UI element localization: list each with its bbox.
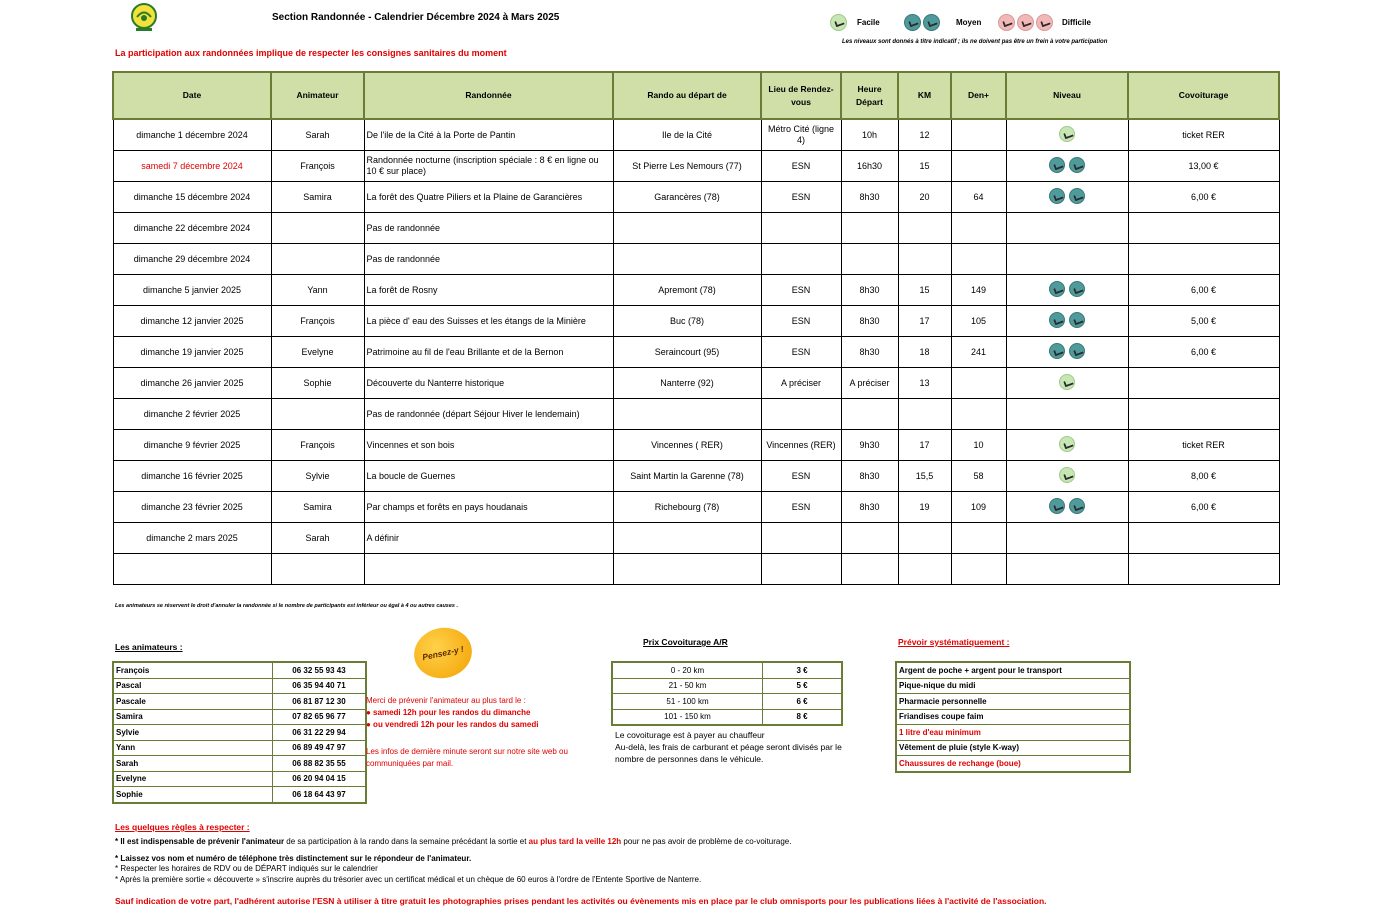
cell-rando: Vincennes et son bois [364,430,613,461]
prevoir-row [896,662,1130,678]
header-heure: Heure Départ [841,72,898,119]
cell-lieu: ESN [761,275,841,306]
header-randonnee: Randonnée [364,72,613,119]
table-row [113,306,1279,337]
cell-date: dimanche 22 décembre 2024 [113,213,271,244]
header-niveau: Niveau [1006,72,1128,119]
prevoir-item: Pharmacie personnelle [896,694,1130,710]
cell-den: 10 [951,430,1006,461]
cell-heure [841,523,898,554]
cell-rando: La forêt de Rosny [364,275,613,306]
covoit-text-1: Le covoiturage est à payer au chauffeur [615,730,765,740]
level-medium-icon [1069,188,1085,204]
animateur-name: Pascal [113,678,273,694]
animateur-name: Sylvie [113,725,273,741]
cell-anim [271,213,364,244]
legend-hard [998,14,1091,31]
cell-depart [613,523,761,554]
cell-km: 19 [898,492,951,523]
prevoir-item: Vêtement de pluie (style K-way) [896,740,1130,756]
cell-covoit: ticket RER [1128,430,1279,461]
table-row [113,523,1279,554]
cell-lieu [761,554,841,585]
prix-price: 6 € [763,694,843,710]
cell-anim: Yann [271,275,364,306]
regle-3: * Respecter les horaires de RDV ou de DÉPART indiqués sur le calendrier [115,864,378,873]
cell-niveau [1006,337,1128,368]
animateur-row [113,694,366,710]
regle-1 [115,837,791,846]
cell-km: 15 [898,151,951,182]
cell-den [951,368,1006,399]
prix-price: 8 € [763,709,843,725]
prevoir-item: Chaussures de rechange (boue) [896,756,1130,772]
merci-bullet-vendredi: ● ou vendredi 12h pour les randos du samedi [366,720,539,729]
animateur-phone: 07 82 65 96 77 [273,709,367,725]
cell-lieu [761,244,841,275]
table-row [113,368,1279,399]
cell-date: dimanche 2 février 2025 [113,399,271,430]
animateur-row [113,756,366,772]
cell-rando: Pas de randonnée [364,244,613,275]
prix-row [612,709,842,725]
animateur-row [113,662,366,678]
cell-covoit [1128,244,1279,275]
animateur-row [113,771,366,787]
merci-bullet-samedi: ● samedi 12h pour les randos du dimanche [366,708,531,717]
warning-block [366,695,538,731]
cell-heure: 8h30 [841,337,898,368]
cell-covoit [1128,399,1279,430]
cell-date [113,554,271,585]
legend-hard-label: Difficile [1062,18,1091,27]
prevoir-item: Argent de poche + argent pour le transport [896,662,1130,678]
cell-niveau [1006,523,1128,554]
level-medium-icon [1049,188,1065,204]
cell-anim: Sylvie [271,461,364,492]
cell-km: 15,5 [898,461,951,492]
animateur-phone: 06 81 87 12 30 [273,694,367,710]
cell-anim: François [271,151,364,182]
cell-date: dimanche 2 mars 2025 [113,523,271,554]
table-row [113,337,1279,368]
cell-niveau [1006,554,1128,585]
animateur-name: Sarah [113,756,273,772]
table-row [113,119,1279,151]
cell-heure: 9h30 [841,430,898,461]
cell-heure: 16h30 [841,151,898,182]
cell-depart: Vincennes ( RER) [613,430,761,461]
cell-lieu: ESN [761,492,841,523]
legend-note: Les niveaux sont donnés à titre indicatif ; ils ne doivent pas être un frein à votre participation [842,39,1108,45]
cell-lieu: ESN [761,182,841,213]
covoit-text-2: Au-delà, les frais de carburant et péage seront divisés par le nombre de personnes dans le véhicule. [615,742,842,764]
table-row [113,182,1279,213]
level-medium-icon [904,14,921,31]
animateur-name: Pascale [113,694,273,710]
cell-date: dimanche 26 janvier 2025 [113,368,271,399]
cell-den [951,213,1006,244]
cell-anim: Sarah [271,119,364,151]
animateur-row [113,787,366,803]
animateur-row [113,740,366,756]
prevoir-row [896,725,1130,741]
table-row [113,213,1279,244]
cell-covoit: 6,00 € [1128,337,1279,368]
header-animateur: Animateur [271,72,364,119]
cell-depart [613,244,761,275]
cell-km: 15 [898,275,951,306]
regle-4: * Après la première sortie « découverte » s'inscrire auprès du trésorier avec un certificat médical et un chèque de 60 euros à l'ordre de l'Entente Sportive de Nanterre. [115,875,702,884]
cell-heure [841,554,898,585]
level-hard-icon [998,14,1015,31]
cell-den: 58 [951,461,1006,492]
cell-anim: François [271,430,364,461]
prevoir-table [895,661,1131,773]
prevoir-item: 1 litre d'eau minimum [896,725,1130,741]
animateur-name: François [113,662,273,678]
level-medium-icon [1069,312,1085,328]
cell-km: 12 [898,119,951,151]
prevoir-row [896,756,1130,772]
cell-date: dimanche 5 janvier 2025 [113,275,271,306]
cell-lieu: Métro Cité (ligne 4) [761,119,841,151]
photo-consent-note: Sauf indication de votre part, l'adhérent autorise l'ESN à utiliser à titre gratuit les photographies prises pendant les activités ou évènements mis en place par le club omnisports pour les publications liées à l'activité de l'association. [115,896,1047,906]
cell-niveau [1006,119,1128,151]
cell-date: dimanche 15 décembre 2024 [113,182,271,213]
cell-lieu: Vincennes (RER) [761,430,841,461]
pensez-y-badge: Pensez-y ! [409,623,476,684]
animateur-phone: 06 88 82 35 55 [273,756,367,772]
cell-den: 105 [951,306,1006,337]
prix-range: 51 - 100 km [612,694,763,710]
cell-date: dimanche 12 janvier 2025 [113,306,271,337]
club-logo [128,2,160,32]
cell-rando: De l'ile de la Cité à la Porte de Pantin [364,119,613,151]
animateur-phone: 06 18 64 43 97 [273,787,367,803]
table-row [113,151,1279,182]
animateurs-title: Les animateurs : [115,642,183,652]
animateur-name: Sophie [113,787,273,803]
prevoir-item: Pique-nique du midi [896,678,1130,694]
animateur-phone: 06 31 22 29 94 [273,725,367,741]
legend-easy [830,14,880,31]
cell-den [951,244,1006,275]
cell-lieu [761,523,841,554]
cell-depart: Ile de la Cité [613,119,761,151]
animateur-name: Yann [113,740,273,756]
table-row [113,492,1279,523]
cell-depart: Buc (78) [613,306,761,337]
prevoir-item: Friandises coupe faim [896,709,1130,725]
cell-lieu: ESN [761,306,841,337]
cell-niveau [1006,368,1128,399]
animateur-name: Samira [113,709,273,725]
regles-title: Les quelques règles à respecter : [115,822,250,832]
cell-anim: Evelyne [271,337,364,368]
animateur-row [113,709,366,725]
cell-covoit [1128,523,1279,554]
cell-depart: Garancères (78) [613,182,761,213]
cell-rando: Randonnée nocturne (inscription spéciale : 8 € en ligne ou 10 € sur place) [364,151,613,182]
level-hard-icon [1017,14,1034,31]
cell-den [951,151,1006,182]
cell-heure: A préciser [841,368,898,399]
table-row [113,554,1279,585]
cell-anim: Sarah [271,523,364,554]
cell-covoit: 5,00 € [1128,306,1279,337]
regle-1d: pour ne pas avoir de problème de co-voiturage. [621,837,792,846]
cell-covoit [1128,213,1279,244]
cell-den: 109 [951,492,1006,523]
cell-date: dimanche 19 janvier 2025 [113,337,271,368]
cell-heure: 8h30 [841,306,898,337]
cell-den [951,523,1006,554]
cell-covoit: 6,00 € [1128,492,1279,523]
cell-niveau [1006,399,1128,430]
table-row [113,244,1279,275]
animateur-name: Evelyne [113,771,273,787]
cell-km [898,554,951,585]
cell-anim [271,554,364,585]
cell-lieu: ESN [761,337,841,368]
cell-heure: 8h30 [841,492,898,523]
cell-lieu: A préciser [761,368,841,399]
legend-easy-label: Facile [857,18,880,27]
prevoir-row [896,709,1130,725]
cell-niveau [1006,430,1128,461]
cell-rando: Patrimoine au fil de l'eau Brillante et de la Bernon [364,337,613,368]
level-medium-icon [1069,343,1085,359]
animateur-phone: 06 32 55 93 43 [273,662,367,678]
level-easy-icon [830,14,847,31]
animateur-phone: 06 89 49 47 97 [273,740,367,756]
animateur-row [113,678,366,694]
animateur-phone: 06 20 94 04 15 [273,771,367,787]
level-medium-icon [1049,281,1065,297]
cell-covoit [1128,554,1279,585]
cell-rando: A définir [364,523,613,554]
header-km: KM [898,72,951,119]
cell-rando: Pas de randonnée (départ Séjour Hiver le lendemain) [364,399,613,430]
level-easy-icon [1059,436,1075,452]
level-medium-icon [1049,312,1065,328]
level-hard-icon [1036,14,1053,31]
animateur-phone: 06 35 94 40 71 [273,678,367,694]
header-den: Den+ [951,72,1006,119]
level-medium-icon [1049,498,1065,514]
cell-km: 13 [898,368,951,399]
regle-2: * Laissez vos nom et numéro de téléphone très distinctement sur le répondeur de l'animateur. [115,854,472,863]
cell-date: dimanche 9 février 2025 [113,430,271,461]
cell-depart [613,213,761,244]
cell-covoit: 6,00 € [1128,182,1279,213]
cell-anim: François [271,306,364,337]
level-medium-icon [1069,281,1085,297]
legend-medium [904,14,981,31]
cell-date: dimanche 23 février 2025 [113,492,271,523]
cell-covoit: 8,00 € [1128,461,1279,492]
merci-text: Merci de prévenir l'animateur au plus tard le : [366,696,526,705]
prix-row [612,694,842,710]
header-depart: Rando au départ de [613,72,761,119]
page-title: Section Randonnée - Calendrier Décembre 2024 à Mars 2025 [272,12,560,23]
cell-depart: Apremont (78) [613,275,761,306]
cell-km: 18 [898,337,951,368]
table-header-row [113,72,1279,119]
cell-covoit [1128,368,1279,399]
animateurs-table [112,661,367,804]
level-easy-icon [1059,126,1075,142]
cell-niveau [1006,461,1128,492]
level-medium-icon [1049,157,1065,173]
cell-den [951,399,1006,430]
cell-depart [613,554,761,585]
prix-range: 21 - 50 km [612,678,763,694]
cell-km [898,399,951,430]
cell-lieu: ESN [761,151,841,182]
regle-1a: * Il est indispensable de prévenir l'animateur [115,837,285,846]
cell-heure: 8h30 [841,275,898,306]
cell-km [898,244,951,275]
prevoir-title: Prévoir systématiquement : [898,637,1010,647]
cell-km: 20 [898,182,951,213]
cell-den: 64 [951,182,1006,213]
level-medium-icon [923,14,940,31]
prix-title: Prix Covoiturage A/R [643,637,728,647]
cell-date: samedi 7 décembre 2024 [113,151,271,182]
cell-heure [841,399,898,430]
cell-heure: 8h30 [841,182,898,213]
cell-depart: Seraincourt (95) [613,337,761,368]
cell-covoit: 6,00 € [1128,275,1279,306]
level-medium-icon [1049,343,1065,359]
cell-lieu [761,213,841,244]
cell-rando: La pièce d' eau des Suisses et les étangs de la Minière [364,306,613,337]
regle-1c: au plus tard la veille 12h [528,837,622,846]
header-covoiturage: Covoiturage [1128,72,1279,119]
cell-covoit: 13,00 € [1128,151,1279,182]
cell-anim: Sophie [271,368,364,399]
cell-den: 241 [951,337,1006,368]
cell-date: dimanche 29 décembre 2024 [113,244,271,275]
cell-den: 149 [951,275,1006,306]
cell-lieu [761,399,841,430]
level-medium-icon [1069,498,1085,514]
cell-depart: Nanterre (92) [613,368,761,399]
table-row [113,430,1279,461]
cell-rando: Découverte du Nanterre historique [364,368,613,399]
prix-price: 5 € [763,678,843,694]
animateur-row [113,725,366,741]
cell-heure [841,213,898,244]
cell-niveau [1006,492,1128,523]
sanitary-note: La participation aux randonnées implique de respecter les consignes sanitaires du moment [115,48,507,58]
calendar-table [112,71,1280,585]
regle-1b: de sa participation à la rando dans la semaine précédant la sortie et [284,837,529,846]
prevoir-row [896,694,1130,710]
prix-range: 0 - 20 km [612,662,763,678]
level-easy-icon [1059,467,1075,483]
legend-medium-label: Moyen [956,18,982,27]
cell-depart [613,399,761,430]
cell-date: dimanche 16 février 2025 [113,461,271,492]
cancel-note: Les animateurs se réservent le droit d'annuler la randonnée si le nombre de participants est inférieur ou égal à 4 ou autres causes . [115,603,459,609]
cell-anim: Samira [271,182,364,213]
cell-den [951,554,1006,585]
cell-rando: Pas de randonnée [364,213,613,244]
header-lieu: Lieu de Rendez-vous [761,72,841,119]
cell-anim: Samira [271,492,364,523]
cell-depart: St Pierre Les Nemours (77) [613,151,761,182]
cell-km: 17 [898,430,951,461]
prix-row [612,662,842,678]
cell-den [951,119,1006,151]
cell-km [898,523,951,554]
cell-niveau [1006,182,1128,213]
prix-table [611,661,843,726]
prix-price: 3 € [763,662,843,678]
cell-rando: La forêt des Quatre Piliers et la Plaine de Garancières [364,182,613,213]
cell-depart: Richebourg (78) [613,492,761,523]
level-easy-icon [1059,374,1075,390]
cell-niveau [1006,306,1128,337]
cell-heure: 8h30 [841,461,898,492]
cell-anim [271,244,364,275]
cell-depart: Saint Martin la Garenne (78) [613,461,761,492]
table-row [113,275,1279,306]
cell-niveau [1006,213,1128,244]
header-date: Date [113,72,271,119]
cell-lieu: ESN [761,461,841,492]
prevoir-row [896,740,1130,756]
table-row [113,461,1279,492]
cell-heure [841,244,898,275]
infos-text: Les infos de dernière minute seront sur notre site web ou communiquées par mail. [366,747,568,768]
cell-rando: Par champs et forêts en pays houdanais [364,492,613,523]
table-row [113,399,1279,430]
cell-date: dimanche 1 décembre 2024 [113,119,271,151]
level-medium-icon [1069,157,1085,173]
cell-rando [364,554,613,585]
prix-row [612,678,842,694]
cell-rando: La boucle de Guernes [364,461,613,492]
cell-heure: 10h [841,119,898,151]
prix-range: 101 - 150 km [612,709,763,725]
prevoir-row [896,678,1130,694]
cell-anim [271,399,364,430]
cell-niveau [1006,244,1128,275]
covoit-text [615,729,850,765]
cell-km [898,213,951,244]
cell-covoit: ticket RER [1128,119,1279,151]
cell-niveau [1006,275,1128,306]
cell-km: 17 [898,306,951,337]
cell-niveau [1006,151,1128,182]
